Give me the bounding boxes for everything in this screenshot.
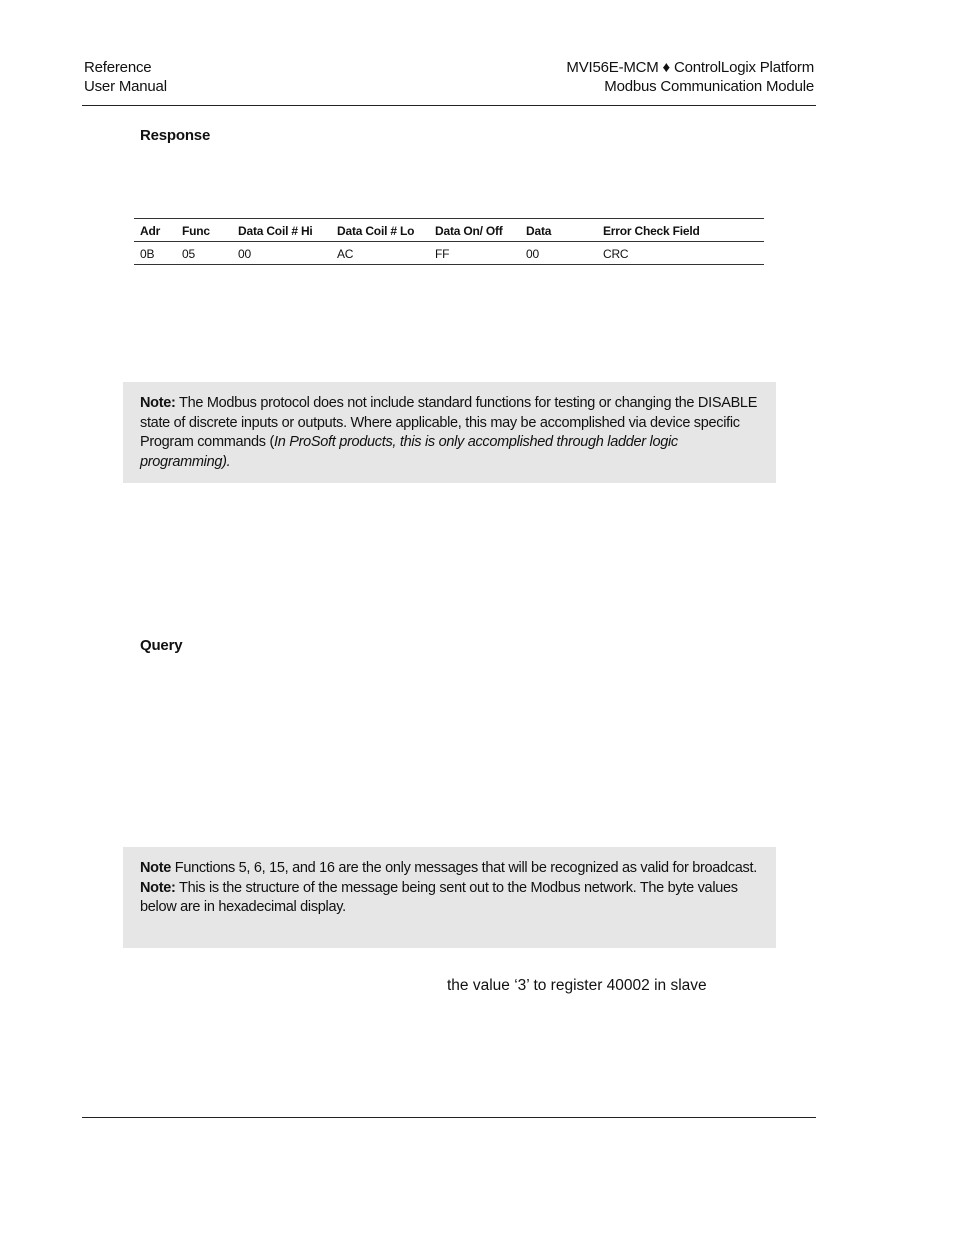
- column-header: Error Check Field: [597, 219, 764, 242]
- header-doc-type: User Manual: [84, 78, 167, 95]
- header-module: Modbus Communication Module: [604, 78, 814, 95]
- query-heading: Query: [140, 637, 183, 654]
- response-table: [134, 218, 764, 265]
- note-broadcast-line: [140, 859, 759, 879]
- table-cell: 0B: [134, 242, 176, 265]
- header-product: MVI56E-MCM ♦ ControlLogix Platform: [566, 59, 814, 76]
- table-cell: 00: [232, 242, 331, 265]
- column-header: Data On/ Off: [429, 219, 520, 242]
- note-structure-line: [140, 879, 759, 918]
- note-label: Note:: [140, 879, 176, 896]
- table-cell: FF: [429, 242, 520, 265]
- note-broadcast: [123, 847, 776, 948]
- note-text: Functions 5, 6, 15, and 16 are the only messages that will be recognized as valid for broadcast.: [171, 860, 757, 876]
- header-rule: [82, 105, 816, 106]
- note-text: The Modbus protocol does not include standard functions for testing or changing the DISABLE state of discrete inputs or outputs. Where applicable, this may be accomplished via device specific Program commands (: [140, 395, 758, 450]
- header-left: [84, 58, 167, 96]
- response-heading: Response: [140, 127, 211, 144]
- column-header: Func: [176, 219, 232, 242]
- body-text-fragment: the value ‘3’ to register 40002 in slave: [447, 977, 707, 994]
- header-right: [566, 58, 814, 96]
- table-cell: CRC: [597, 242, 764, 265]
- header-section: Reference: [84, 59, 152, 76]
- footer-rule: [82, 1117, 816, 1118]
- note-italic-text: In ProSoft products, this is only accomplished through ladder logic programming).: [140, 434, 678, 470]
- table-cell: AC: [331, 242, 429, 265]
- table-cell: 05: [176, 242, 232, 265]
- table-header-row: [134, 219, 764, 242]
- note-text: This is the structure of the message being sent out to the Modbus network. The byte values below are in hexadecimal display.: [140, 879, 738, 915]
- column-header: Data: [520, 219, 597, 242]
- note-label: Note: [140, 860, 172, 876]
- table-cell: 00: [520, 242, 597, 265]
- column-header: Data Coil # Lo: [331, 219, 429, 242]
- note-disable-state: [123, 382, 776, 483]
- note-label: Note:: [140, 395, 176, 411]
- column-header: Data Coil # Hi: [232, 219, 331, 242]
- table-row: [134, 242, 764, 265]
- column-header: Adr: [134, 219, 176, 242]
